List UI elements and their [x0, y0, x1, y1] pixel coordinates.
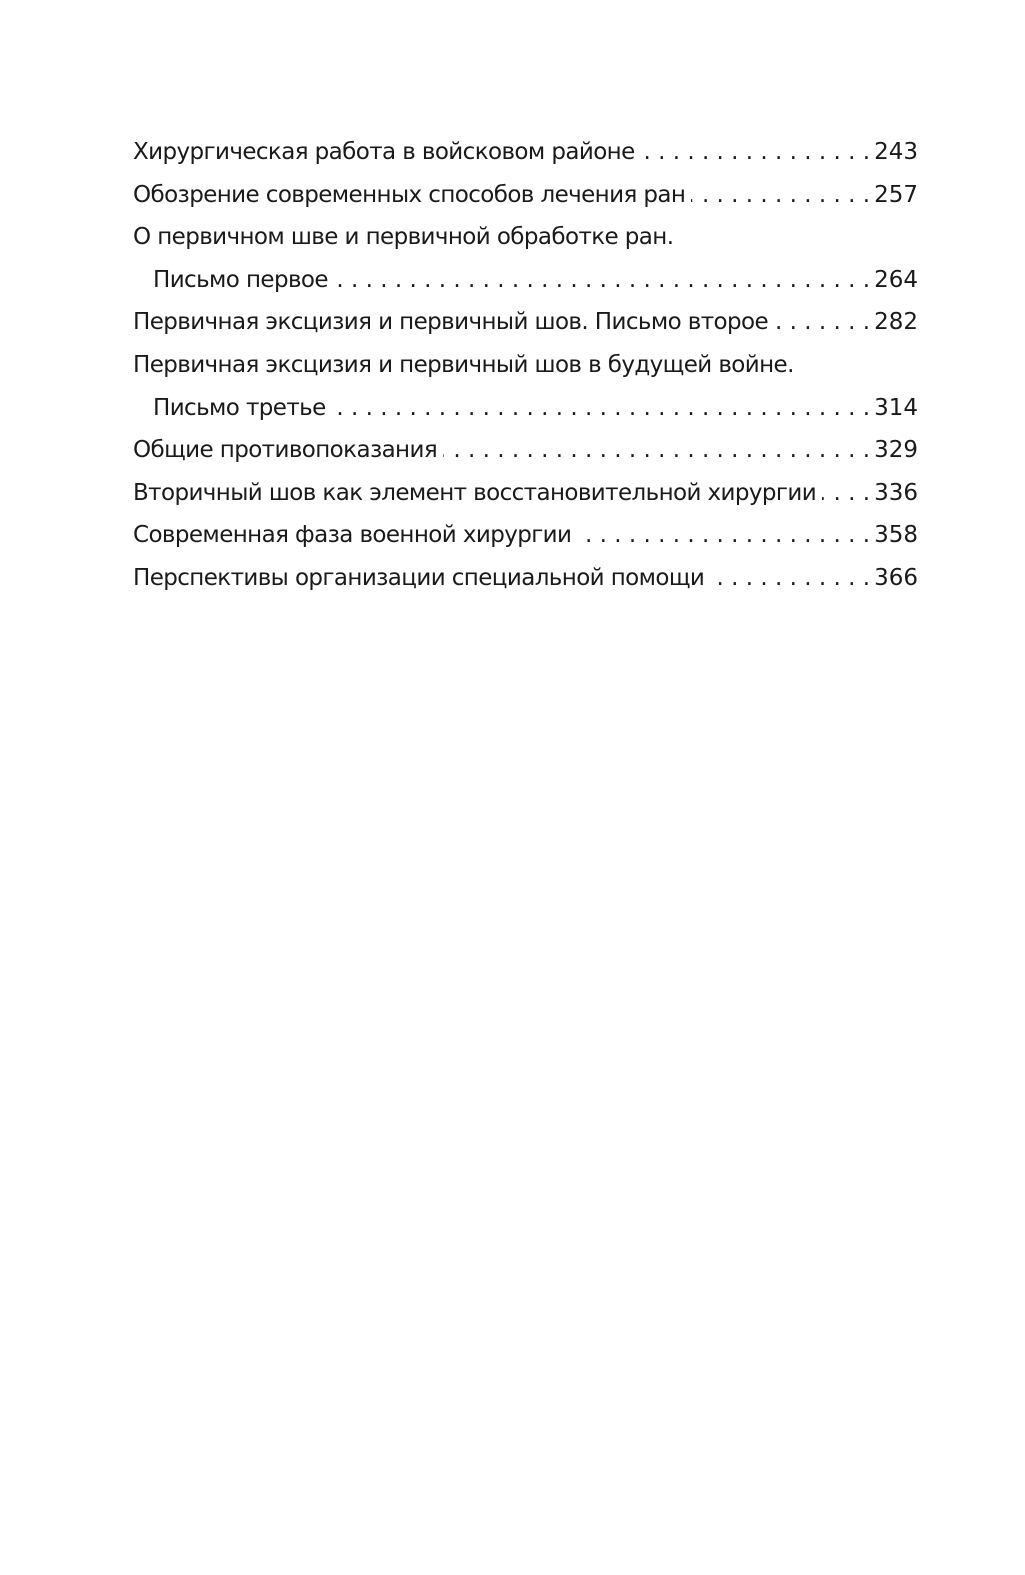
- table-of-contents: [133, 131, 918, 600]
- toc-entry: [133, 429, 918, 472]
- toc-entry-title: О первичном шве и первичной обработке ран.: [133, 224, 674, 251]
- toc-entry-page: 329: [874, 437, 918, 464]
- toc-entry-page: 264: [874, 266, 918, 293]
- toc-entry: [133, 472, 918, 515]
- toc-entry-title: Вторичный шов как элемент восстановительной хирургии: [133, 479, 817, 506]
- toc-entry-continued: [133, 216, 918, 259]
- toc-dot-leader: [334, 259, 870, 302]
- toc-dot-leader: [822, 472, 870, 515]
- toc-dot-leader: [332, 387, 870, 430]
- toc-entry-title: Современная фаза военной хирургии: [133, 522, 572, 549]
- toc-dot-leader: [710, 557, 870, 600]
- toc-entry: [133, 557, 918, 600]
- toc-entry-title: Письмо третье: [153, 394, 326, 421]
- toc-entry: [133, 259, 918, 302]
- toc-dot-leader: [641, 131, 870, 174]
- toc-entry-title: Письмо первое: [153, 266, 328, 293]
- toc-entry: [133, 514, 918, 557]
- toc-entry-page: 366: [874, 564, 918, 591]
- toc-entry-page: 257: [874, 181, 918, 208]
- toc-entry: [133, 174, 918, 217]
- toc-entry-title: Первичная эксцизия и первичный шов в будущей войне.: [133, 351, 794, 378]
- toc-dot-leader: [774, 301, 870, 344]
- toc-entry: [133, 301, 918, 344]
- toc-entry-title: Обозрение современных способов лечения ран: [133, 181, 686, 208]
- toc-entry-page: 282: [874, 309, 918, 336]
- toc-dot-leader: [577, 514, 870, 557]
- toc-entry-continued: [133, 344, 918, 387]
- toc-dot-leader: [443, 429, 870, 472]
- toc-entry-title: Перспективы организации специальной помощи: [133, 564, 705, 591]
- toc-entry: [133, 131, 918, 174]
- toc-entry-page: 243: [874, 139, 918, 165]
- toc-entry-page: 358: [874, 522, 918, 549]
- toc-entry-page: 314: [874, 394, 918, 421]
- toc-entry-title: Хирургическая работа в войсковом районе: [133, 139, 635, 165]
- toc-entry: [133, 387, 918, 430]
- toc-entry-title: Первичная эксцизия и первичный шов. Письмо второе: [133, 309, 769, 336]
- toc-dot-leader: [691, 174, 870, 217]
- toc-entry-title: Общие противопоказания: [133, 437, 438, 464]
- toc-entry-page: 336: [874, 479, 918, 506]
